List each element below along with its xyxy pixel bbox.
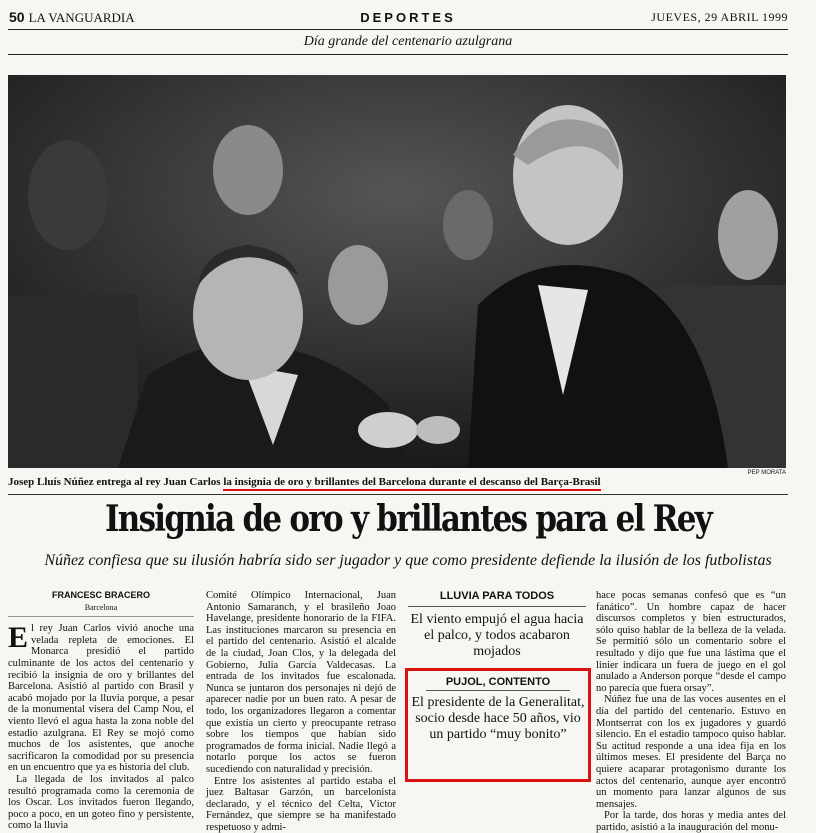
pull-quote-text: El viento empujó el agua hacia el palco, y todos acabaron mojados xyxy=(408,612,586,660)
pull-quote-title: PUJOL, CONTENTO xyxy=(408,676,588,688)
caption-highlight: la insignia de oro y brillantes del Barcelona durante el descanso del Barça-Brasil xyxy=(223,476,600,491)
paragraph: l rey Juan Carlos vivió anoche una velada repleta de emociones. El Monarca presidió el partido culminante de los actos del centenario y recibió la insignia de oro y brillantes del Barcelona. Asistió al partido con Brasil y acabó mojado por la lluvia porque, a pesar de la monumental visera del Camp Nou, el viento llevó el agua hasta la zona noble del estadio azulgrana. El Rey se mojó como muchos de los asistentes, que anoche sacrificaron la comodidad por su presencia en un encuentro que ya es historia del club. xyxy=(8,623,194,773)
headline: Insignia de oro y brillantes para el Rey xyxy=(57,498,759,540)
byline: FRANCESC BRACERO xyxy=(8,590,194,602)
paragraph: Por la tarde, dos horas y media antes del partido, asistió a la inauguración del monu- xyxy=(596,810,786,833)
pull-quote-rule xyxy=(408,606,586,607)
section-subtitle: Día grande del centenario azulgrana xyxy=(0,34,816,50)
paragraph: Entre los asistentes al partido estaba el juez Baltasar Garzón, un barcelonista declarado, y el técnico del Celta, Víctor Fernández, que siempre se ha manifestado respetuoso y admi- xyxy=(206,776,396,833)
pull-quote-title: LLUVIA PARA TODOS xyxy=(408,590,586,602)
byline-city: Barcelona xyxy=(8,602,194,618)
article-column-2 xyxy=(206,590,396,782)
paragraph: Comité Olímpico Internacional, Juan Antonio Samaranch, y el brasileño Joao Havelange, presidente honorario de la FIFA. Las instituciones marcaron su presencia en el partido del centenario. Asistió el alcalde de la ciudad, Joan Clos, y la delegada del Gobierno, Julia García Valdecasas. La entrada de los invitados fue escalonada. Nunca se juntaron dos personajes ni dejó de aparecer nadie por un buen rato. A pesar de todo, los organizadores llegaron a comentar que existía un cierto y preocupante retraso sobre los tiempos que habían sido programados de forma inicial. Nadie llegó a notarlo porque los actos se fueron sucediendo con naturalidad y precisión. xyxy=(206,590,396,776)
paragraph: La llegada de los invitados al palco resultó programada como la ceremonia de los Oscar. Los invitados fueron llegando, poco a poco, en un goteo fino y persistente, como la lluvia xyxy=(8,774,194,832)
page-header xyxy=(0,0,816,56)
page-number: 50 xyxy=(9,9,25,25)
article-column-4 xyxy=(596,590,786,782)
pull-quote-text: El presidente de la Generalitat, socio desde hace 50 años, vio un partido “muy bonito” xyxy=(408,695,588,743)
pull-quote-rule xyxy=(426,690,570,691)
drop-cap: E xyxy=(8,625,28,651)
header-rule xyxy=(8,29,788,30)
dek: Núñez confiesa que su ilusión habría sido ser jugador y que como presidente defiende la ilusión de los futbolistas xyxy=(0,552,816,570)
photo-caption xyxy=(8,476,601,488)
news-photo xyxy=(8,75,786,468)
caption-rule xyxy=(8,494,788,495)
article-column-1 xyxy=(8,590,194,782)
header-rule xyxy=(8,54,788,55)
newspaper-name: LA VANGUARDIA xyxy=(29,10,135,25)
pull-quote-lluvia xyxy=(408,590,586,660)
photo-illustration xyxy=(8,75,786,468)
pull-quote-pujol xyxy=(405,668,591,782)
photo-credit: PEP MORATA xyxy=(748,470,786,476)
issue-date: JUEVES, 29 ABRIL 1999 xyxy=(651,10,788,25)
section-name: DEPORTES xyxy=(0,10,816,25)
caption-text: Josep Lluís Núñez entrega al rey Juan Carlos xyxy=(8,476,223,488)
paragraph: Núñez fue una de las voces ausentes en el día del partido del centenario. Estuvo en Montserrat con los ex jugadores y guardó silencio. En el estadio tampoco quiso hablar. Su actitud responde a una idea fija en los últimos meses. El presidente del Barça no quiere acaparar protagonismo durante los actos del centenario, aunque ayer encontró un momento para lanzar algunos de sus mensajes. xyxy=(596,694,786,810)
paragraph: hace pocas semanas confesó que es “un fanático”. Un hombre capaz de hacer discursos completos y bien estructurados, sólo quiso hablar de la belleza de la velada. Se permitió sólo un comentario sobre el resultado y dijo que fue una lástima que el linier indicara un fuera de juego en el gol anulado a Anderson porque “desde el campo no parecía que fuera orsay”. xyxy=(596,590,786,694)
